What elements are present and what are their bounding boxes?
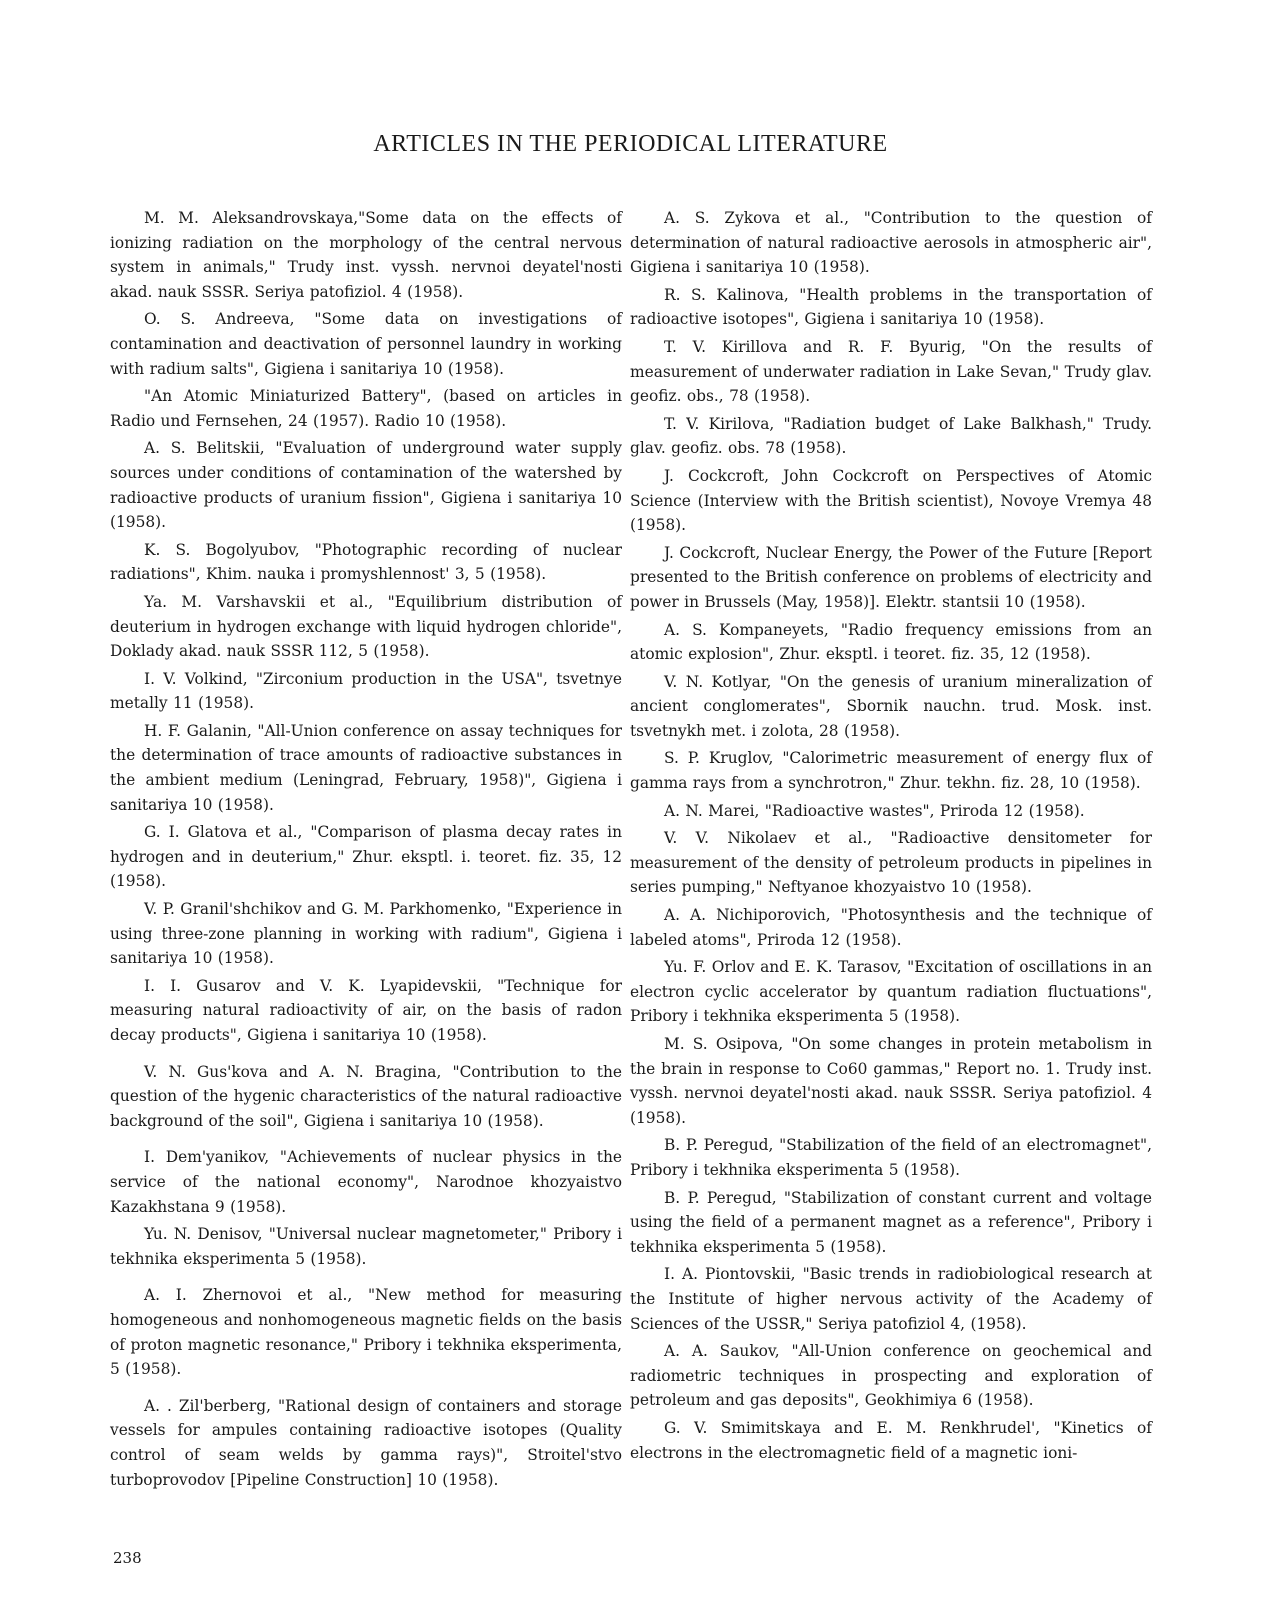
reference-entry: I. I. Gusarov and V. K. Lyapidevskii, "Technique for measuring natural radioactivity of air, on the basis of radon decay products", Gigiena i sanitariya 10 (1958). bbox=[110, 976, 622, 1044]
reference-entry: A. A. Nichiporovich, "Photosynthesis and the technique of labeled atoms", Priroda 12 (1958). bbox=[630, 906, 1152, 949]
reference-entry: O. S. Andreeva, "Some data on investigations of contamination and deactivation of personnel laundry in working with radium salts", Gigiena i sanitariya 10 (1958). bbox=[110, 310, 622, 378]
right-column bbox=[630, 206, 1152, 1468]
reference-entry: A. . Zil'berberg, "Rational design of containers and storage vessels for ampules containing radioactive isotopes (Quality control of seam welds by gamma rays)", Stroitel'stvo turboprovodov [Pipeline Construction] 10 (1958). bbox=[110, 1396, 622, 1489]
reference-entry: H. F. Galanin, "All-Union conference on assay techniques for the determination of trace amounts of radioactive substances in the ambient medium (Leningrad, February, 1958)", Gigiena i sanitariya 10 (1958). bbox=[110, 721, 622, 814]
reference-entry: A. S. Kompaneyets, "Radio frequency emissions from an atomic explosion", Zhur. eksptl. i teoret. fiz. 35, 12 (1958). bbox=[630, 620, 1152, 664]
reference-entry: S. P. Kruglov, "Calorimetric measurement of energy flux of gamma rays from a synchrotron," Zhur. tekhn. fiz. 28, 10 (1958). bbox=[630, 749, 1152, 793]
reference-entry: "An Atomic Miniaturized Battery", (based on articles in Radio und Fernsehen, 24 (1957). Radio 10 (1958). bbox=[110, 387, 622, 430]
reference-entry: Yu. N. Denisov, "Universal nuclear magnetometer," Pribory i tekhnika eksperimenta 5 (1958). bbox=[110, 1225, 622, 1268]
page-title: ARTICLES IN THE PERIODICAL LITERATURE bbox=[373, 131, 888, 157]
reference-entry: V. P. Granil'shchikov and G. M. Parkhomenko, "Experience in using three-zone planning in working with radium", Gigiena i sanitariya 10 (1958). bbox=[110, 900, 622, 968]
reference-entry: B. P. Peregud, "Stabilization of the field of an electromagnet", Pribory i tekhnika eksperimenta 5 (1958). bbox=[630, 1136, 1152, 1179]
page-number: 238 bbox=[113, 1549, 142, 1567]
reference-entry: T. V. Kirillova and R. F. Byurig, "On the results of measurement of underwater radiation in Lake Sevan," Trudy glav. geofiz. obs., 78 (1958). bbox=[630, 337, 1152, 406]
reference-entry: A. I. Zhernovoi et al., "New method for measuring homogeneous and nonhomogeneous magnetic fields on the basis of proton magnetic resonance," Pribory i tekhnika eksperimenta, 5 (1958). bbox=[110, 1286, 622, 1379]
reference-entry: T. V. Kirilova, "Radiation budget of Lake Balkhash," Trudy. glav. geofiz. obs. 78 (1958). bbox=[630, 414, 1152, 458]
reference-entry: G. V. Smimitskaya and E. M. Renkhrudel', "Kinetics of electrons in the electromagnetic field of a magnetic ioni- bbox=[630, 1418, 1152, 1462]
reference-entry: B. P. Peregud, "Stabilization of constant current and voltage using the field of a permanent magnet as a reference", Pribory i tekhnika eksperimenta 5 (1958). bbox=[630, 1188, 1152, 1256]
reference-entry: A. N. Marei, "Radioactive wastes", Priroda 12 (1958). bbox=[664, 801, 1085, 820]
reference-entry: A. A. Saukov, "All-Union conference on geochemical and radiometric techniques in prospecting and exploration of petroleum and gas deposits", Geokhimiya 6 (1958). bbox=[630, 1342, 1152, 1410]
left-column bbox=[110, 206, 622, 1495]
reference-entry: A. S. Belitskii, "Evaluation of underground water supply sources under conditions of contamination of the watershed by radioactive products of uranium fission", Gigiena i sanitariya 10 (1958). bbox=[110, 439, 622, 532]
reference-entry: K. S. Bogolyubov, "Photographic recording of nuclear radiations", Khim. nauka i promyshlennost' 3, 5 (1958). bbox=[110, 540, 622, 584]
reference-entry: Ya. M. Varshavskii et al., "Equilibrium distribution of deuterium in hydrogen exchange with liquid hydrogen chloride", Doklady akad. nauk SSSR 112, 5 (1958). bbox=[110, 592, 622, 661]
reference-entry: J. Cockcroft, John Cockcroft on Perspectives of Atomic Science (Interview with the British scientist), Novoye Vremya 48 (1958). bbox=[630, 466, 1152, 535]
reference-entry: Yu. F. Orlov and E. K. Tarasov, "Excitation of oscillations in an electron cyclic accelerator by quantum radiation fluctuations", Pribory i tekhnika eksperimenta 5 (1958). bbox=[630, 958, 1152, 1026]
reference-entry: I. Dem'yanikov, "Achievements of nuclear physics in the service of the national economy", Narodnoe khozyaistvo Kazakhstana 9 (1958). bbox=[110, 1148, 622, 1216]
reference-entry: V. V. Nikolaev et al., "Radioactive densitometer for measurement of the density of petroleum products in pipelines in series pumping," Neftyanoe khozyaistvo 10 (1958). bbox=[630, 829, 1152, 897]
reference-entry: I. V. Volkind, "Zirconium production in the USA", tsvetnye metally 11 (1958). bbox=[110, 669, 622, 713]
reference-entry: G. I. Glatova et al., "Comparison of plasma decay rates in hydrogen and in deuterium," Zhur. eksptl. i. teoret. fiz. 35, 12 (1958). bbox=[110, 823, 622, 891]
reference-entry: M. S. Osipova, "On some changes in protein metabolism in the brain in response to Co60 gammas," Report no. 1. Trudy inst. vyssh. nervnoi deyatel'nosti akad. nauk SSSR. Seriya patofiziol. 4 (1958). bbox=[630, 1035, 1152, 1127]
reference-entry: V. N. Gus'kova and A. N. Bragina, "Contribution to the question of the hygenic characteristics of the natural radioactive background of the soil", Gigiena i sanitariya 10 (1958). bbox=[110, 1062, 622, 1130]
reference-entry: V. N. Kotlyar, "On the genesis of uranium mineralization of ancient conglomerates", Sbornik nauchn. trud. Mosk. inst. tsvetnykh met. i zolota, 28 (1958). bbox=[630, 672, 1152, 740]
reference-entry: J. Cockcroft, Nuclear Energy, the Power of the Future [Report presented to the British conference on problems of electricity and power in Brussels (May, 1958)]. Elektr. stantsii 10 (1958). bbox=[630, 543, 1152, 611]
reference-entry: M. M. Aleksandrovskaya,"Some data on the effects of ionizing radiation on the morphology of the central nervous system in animals," Trudy inst. vyssh. nervnoi deyatel'nosti akad. nauk SSSR. Seriya patofiziol. 4 (1958). bbox=[110, 209, 622, 301]
reference-entry: I. A. Piontovskii, "Basic trends in radiobiological research at the Institute of higher nervous activity of the Academy of Sciences of the USSR," Seriya patofiziol 4, (1958). bbox=[630, 1265, 1152, 1333]
reference-entry: R. S. Kalinova, "Health problems in the transportation of radioactive isotopes", Gigiena i sanitariya 10 (1958). bbox=[630, 285, 1152, 329]
reference-entry: A. S. Zykova et al., "Contribution to the question of determination of natural radioactive aerosols in atmospheric air", Gigiena i sanitariya 10 (1958). bbox=[630, 209, 1152, 277]
